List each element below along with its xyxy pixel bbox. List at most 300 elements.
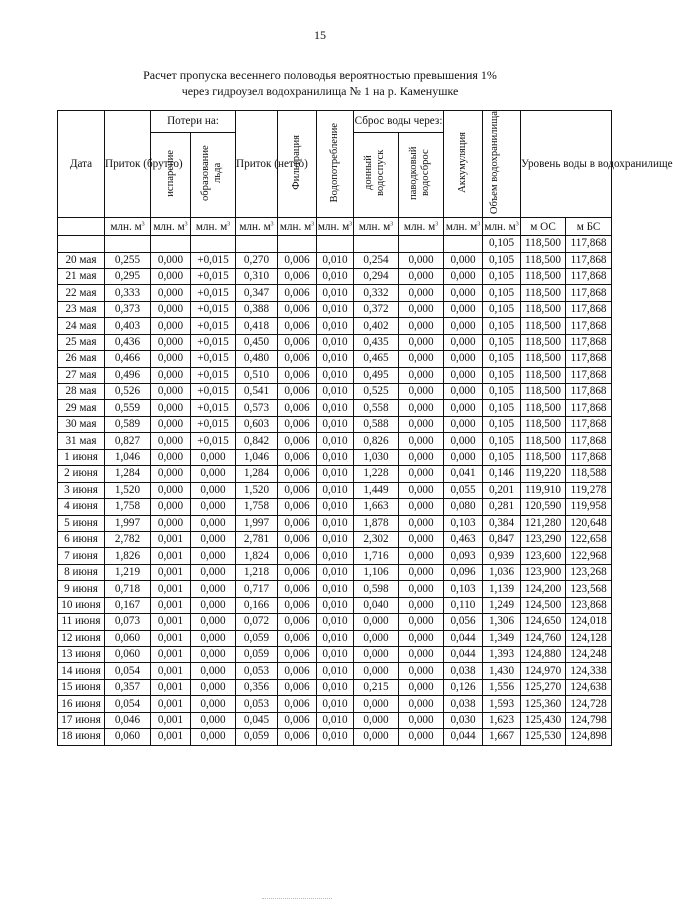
table-cell: 0,046 [105, 712, 151, 728]
unit-cell: млн. $м^3$ [354, 218, 399, 236]
table-cell: 0,105 [483, 416, 521, 432]
table-row [58, 581, 612, 597]
table-cell: 0,000 [191, 449, 236, 465]
table-cell: +0,015 [191, 400, 236, 416]
table-cell: 0,105 [483, 252, 521, 268]
table-cell: +0,015 [191, 285, 236, 301]
table-cell: 0,000 [191, 564, 236, 580]
table-cell: 0,053 [236, 696, 278, 712]
table-cell [105, 236, 151, 252]
table-cell: 0,000 [354, 696, 399, 712]
table-cell: 0,000 [191, 647, 236, 663]
table-cell: 0,038 [444, 696, 483, 712]
table-cell: 0,105 [483, 236, 521, 252]
table-cell: 0,006 [278, 466, 317, 482]
table-cell: 0,105 [483, 301, 521, 317]
table-cell: 0,000 [444, 318, 483, 334]
table-cell: 0,000 [444, 416, 483, 432]
table-cell: 0,000 [354, 630, 399, 646]
table-cell: 1,663 [354, 499, 399, 515]
table-cell: 0,000 [151, 433, 191, 449]
table-cell: 0,000 [191, 663, 236, 679]
table-cell: 0,388 [236, 301, 278, 317]
header-discharge: Сброс воды через: [354, 111, 444, 133]
table-cell: 0,000 [399, 351, 444, 367]
table-cell: 0,000 [151, 252, 191, 268]
header-accumulation [444, 111, 483, 218]
table-row [58, 433, 612, 449]
date-cell: 4 июня [58, 499, 105, 515]
table-cell: +0,015 [191, 252, 236, 268]
header-inflow-gross: Приток (брутто) [105, 111, 151, 218]
initial-row [58, 236, 612, 252]
table-cell: 118,500 [521, 449, 566, 465]
header-evaporation [151, 132, 191, 217]
table-cell: 0,842 [236, 433, 278, 449]
table-row [58, 630, 612, 646]
table-cell: 0,466 [105, 351, 151, 367]
table-cell: 0,001 [151, 663, 191, 679]
header-reservoir-volume-label: Объем водохранилища [488, 111, 500, 215]
table-row [58, 466, 612, 482]
table-cell: 0,044 [444, 647, 483, 663]
table-cell: 0,000 [191, 712, 236, 728]
date-cell: 8 июня [58, 564, 105, 580]
table-cell: 117,868 [566, 334, 612, 350]
table-cell: 0,010 [317, 285, 354, 301]
table-cell: 124,880 [521, 647, 566, 663]
table-cell: 1,997 [236, 515, 278, 531]
date-cell: 15 июня [58, 679, 105, 695]
table-cell: 0,105 [483, 334, 521, 350]
table-cell: 0,010 [317, 729, 354, 745]
table-cell: 0,001 [151, 630, 191, 646]
table-cell: 0,126 [444, 679, 483, 695]
table-cell: 0,000 [191, 581, 236, 597]
table-cell: 0,000 [444, 351, 483, 367]
table-cell: 0,006 [278, 531, 317, 547]
table-cell: 0,000 [191, 614, 236, 630]
table-cell: 0,000 [151, 301, 191, 317]
table-cell: 0,059 [236, 647, 278, 663]
unit-cell: млн. $м^3$ [444, 218, 483, 236]
table-cell: 0,010 [317, 515, 354, 531]
date-cell: 28 мая [58, 384, 105, 400]
page-number: 15 [314, 28, 326, 42]
unit-cell: млн. $м^3$ [151, 218, 191, 236]
table-cell: 0,000 [399, 252, 444, 268]
unit-cell: млн. $м^3$ [105, 218, 151, 236]
table-cell: 118,500 [521, 236, 566, 252]
table-cell: 0,010 [317, 597, 354, 613]
table-cell: 118,500 [521, 301, 566, 317]
table-cell: 117,868 [566, 318, 612, 334]
table-cell [151, 236, 191, 252]
table-cell: 0,001 [151, 614, 191, 630]
table-cell: 0,000 [399, 367, 444, 383]
table-cell: 0,357 [105, 679, 151, 695]
table-cell: 0,045 [236, 712, 278, 728]
table-cell: 0,295 [105, 268, 151, 284]
table-cell: 0,010 [317, 531, 354, 547]
header-water-use-label: Водопотребление [329, 122, 341, 203]
table-cell: 125,270 [521, 679, 566, 695]
table-row [58, 614, 612, 630]
table-cell: 123,568 [566, 581, 612, 597]
table-cell: 0,000 [191, 531, 236, 547]
date-cell: 11 июня [58, 614, 105, 630]
header-water-use [317, 111, 354, 218]
unit-cell: млн. $м^3$ [191, 218, 236, 236]
table-cell: 0,010 [317, 334, 354, 350]
table-cell: 0,000 [354, 729, 399, 745]
table-cell: 0,000 [191, 696, 236, 712]
table-cell: 0,006 [278, 318, 317, 334]
table-row [58, 499, 612, 515]
table-cell: 124,500 [521, 597, 566, 613]
table-cell: 117,868 [566, 252, 612, 268]
table-row [58, 318, 612, 334]
table-cell: 0,559 [105, 400, 151, 416]
table-cell: 0,000 [399, 466, 444, 482]
table-cell: 123,268 [566, 564, 612, 580]
table-cell: 0,060 [105, 647, 151, 663]
table-cell: 0,010 [317, 416, 354, 432]
table-cell: +0,015 [191, 367, 236, 383]
table-cell: 1,758 [236, 499, 278, 515]
unit-cell: м ОС [521, 218, 566, 236]
table-cell: 0,000 [444, 433, 483, 449]
table-cell: 0,000 [191, 499, 236, 515]
table-cell: 0,006 [278, 548, 317, 564]
date-cell: 31 мая [58, 433, 105, 449]
table-cell: 0,105 [483, 449, 521, 465]
table-cell: 0,054 [105, 696, 151, 712]
table-cell: 0,010 [317, 482, 354, 498]
table-cell: 1,036 [483, 564, 521, 580]
header-ice-formation [191, 132, 236, 217]
table-cell: 0,000 [399, 614, 444, 630]
table-cell: 124,338 [566, 663, 612, 679]
table-cell: 0,010 [317, 647, 354, 663]
table-cell: 0,006 [278, 301, 317, 317]
table-cell: 118,500 [521, 351, 566, 367]
table-cell: 0,000 [399, 384, 444, 400]
table-cell: 124,018 [566, 614, 612, 630]
date-cell: 27 мая [58, 367, 105, 383]
table-cell: 0,055 [444, 482, 483, 498]
date-cell: 10 июня [58, 597, 105, 613]
date-cell: 12 июня [58, 630, 105, 646]
table-cell: 0,000 [399, 647, 444, 663]
table-cell: 0,010 [317, 433, 354, 449]
table-cell: 0,000 [151, 268, 191, 284]
table-cell: 117,868 [566, 416, 612, 432]
table-cell: 118,500 [521, 334, 566, 350]
table-cell: 123,900 [521, 564, 566, 580]
header-bottom-outlet-label: донный водоспуск [363, 150, 387, 197]
table-cell: 0,000 [444, 334, 483, 350]
date-cell: 16 июня [58, 696, 105, 712]
table-cell: 0,000 [354, 712, 399, 728]
table-cell: 0,496 [105, 367, 151, 383]
table-cell: 0,166 [236, 597, 278, 613]
table-row [58, 647, 612, 663]
table-cell: 0,006 [278, 252, 317, 268]
table-cell: 0,589 [105, 416, 151, 432]
table-cell: 0,103 [444, 581, 483, 597]
table-cell: +0,015 [191, 433, 236, 449]
title-line-2: через гидроузел водохранилища № 1 на р. Каменушке [181, 84, 459, 98]
table-cell: 1,758 [105, 499, 151, 515]
table-cell: 0,372 [354, 301, 399, 317]
table-cell: 0,450 [236, 334, 278, 350]
table-cell: 0,010 [317, 696, 354, 712]
table-cell: 0,939 [483, 548, 521, 564]
table-cell: 117,868 [566, 268, 612, 284]
table-cell: 124,898 [566, 729, 612, 745]
table-cell: 0,010 [317, 301, 354, 317]
table-cell: 0,000 [151, 515, 191, 531]
table-cell: 0,000 [151, 285, 191, 301]
date-cell: 14 июня [58, 663, 105, 679]
table-cell: 0,006 [278, 712, 317, 728]
table-cell: 0,000 [444, 384, 483, 400]
units-row [58, 218, 612, 236]
header-ice-formation-label: образование льда [200, 145, 223, 202]
table-cell: 0,000 [151, 499, 191, 515]
table-cell: 0,010 [317, 663, 354, 679]
date-cell: 30 мая [58, 416, 105, 432]
table-cell: 123,290 [521, 531, 566, 547]
table-row [58, 285, 612, 301]
header-water-level: Уровень воды в водохранилище [521, 111, 612, 218]
date-cell: 25 мая [58, 334, 105, 350]
table-cell: 1,393 [483, 647, 521, 663]
table-cell: 0,000 [399, 334, 444, 350]
table-cell: 0,000 [399, 433, 444, 449]
table-cell: 119,958 [566, 499, 612, 515]
table-cell: 0,001 [151, 564, 191, 580]
table-cell: 0,000 [444, 400, 483, 416]
table-cell: 0,332 [354, 285, 399, 301]
table-cell: +0,015 [191, 301, 236, 317]
header-accumulation-label: Аккумуляция [457, 132, 469, 193]
header-reservoir-volume [483, 111, 521, 218]
table-cell: 118,500 [521, 252, 566, 268]
table-cell: 0,347 [236, 285, 278, 301]
table-cell: 0,000 [399, 696, 444, 712]
date-cell: 5 июня [58, 515, 105, 531]
table-cell: 118,500 [521, 367, 566, 383]
table-cell: 0,000 [444, 301, 483, 317]
table-cell: 0,006 [278, 416, 317, 432]
table-cell: 0,000 [151, 466, 191, 482]
table-cell: 123,868 [566, 597, 612, 613]
table-row [58, 367, 612, 383]
table-cell: 124,760 [521, 630, 566, 646]
table-cell: 0,010 [317, 614, 354, 630]
table-cell: 0,000 [354, 663, 399, 679]
table-cell: 0,526 [105, 384, 151, 400]
table-cell: 0,826 [354, 433, 399, 449]
table-cell: 1,556 [483, 679, 521, 695]
table-cell: 0,573 [236, 400, 278, 416]
table-cell: 0,006 [278, 515, 317, 531]
table-cell: 0,000 [444, 252, 483, 268]
table-cell: 0,110 [444, 597, 483, 613]
table-cell: 0,001 [151, 548, 191, 564]
header-date: Дата [58, 111, 105, 218]
table-cell: 2,782 [105, 531, 151, 547]
title-line-1: Расчет пропуска весеннего половодья вероятностью превышения 1% [143, 68, 497, 82]
table-cell: 0,010 [317, 679, 354, 695]
table-cell: 120,648 [566, 515, 612, 531]
table-cell: 0,510 [236, 367, 278, 383]
table-cell: 0,006 [278, 614, 317, 630]
table-cell: 0,000 [399, 564, 444, 580]
table-cell: 0,073 [105, 614, 151, 630]
flood-calculation-table [57, 110, 673, 746]
unit-cell: млн. $м^3$ [236, 218, 278, 236]
table-cell: 117,868 [566, 384, 612, 400]
table-cell: 0,000 [191, 630, 236, 646]
table-cell: 1,520 [105, 482, 151, 498]
table-cell: 0,010 [317, 384, 354, 400]
date-cell: 21 мая [58, 268, 105, 284]
table-cell: 0,373 [105, 301, 151, 317]
table-cell: 119,910 [521, 482, 566, 498]
date-cell: 9 июня [58, 581, 105, 597]
table-cell: 0,603 [236, 416, 278, 432]
table-cell: +0,015 [191, 334, 236, 350]
table-cell: 0,006 [278, 499, 317, 515]
document-title [0, 67, 640, 99]
table-cell: 0,010 [317, 268, 354, 284]
table-cell: 1,997 [105, 515, 151, 531]
table-cell: 0,000 [399, 268, 444, 284]
table-cell: 0,006 [278, 400, 317, 416]
table-cell: 122,968 [566, 548, 612, 564]
table-cell: 0,281 [483, 499, 521, 515]
table-cell: 0,000 [444, 367, 483, 383]
table-cell: 0,103 [444, 515, 483, 531]
table-cell: 0,000 [399, 548, 444, 564]
table-cell: 0,294 [354, 268, 399, 284]
date-cell: 6 июня [58, 531, 105, 547]
table-cell: 0,418 [236, 318, 278, 334]
table-cell: 117,868 [566, 351, 612, 367]
table-cell: 117,868 [566, 400, 612, 416]
table-cell: 1,826 [105, 548, 151, 564]
table-cell: 0,000 [151, 482, 191, 498]
table-cell: 0,000 [399, 318, 444, 334]
header-inflow-net: Приток (нетто) [236, 111, 278, 218]
date-cell: 26 мая [58, 351, 105, 367]
table-cell: 0,270 [236, 252, 278, 268]
unit-cell: млн. $м^3$ [399, 218, 444, 236]
table-cell: 118,500 [521, 268, 566, 284]
table-cell: 0,080 [444, 499, 483, 515]
table-cell: 0,044 [444, 630, 483, 646]
table-cell: 0,060 [105, 630, 151, 646]
table-cell: 0,105 [483, 351, 521, 367]
date-cell: 1 июня [58, 449, 105, 465]
table-cell: 0,001 [151, 696, 191, 712]
date-cell: 29 мая [58, 400, 105, 416]
table-cell: 117,868 [566, 449, 612, 465]
table-cell: 0,010 [317, 367, 354, 383]
header-losses: Потери на: [151, 111, 236, 133]
table-row [58, 597, 612, 613]
header-bottom-outlet [354, 132, 399, 217]
table-cell: 125,430 [521, 712, 566, 728]
table-cell: 0,000 [399, 285, 444, 301]
table-cell: 0,006 [278, 663, 317, 679]
table-cell: 0,001 [151, 729, 191, 745]
table-row [58, 712, 612, 728]
table-cell: 0,000 [354, 647, 399, 663]
table-cell: 0,040 [354, 597, 399, 613]
table-cell: 0,001 [151, 647, 191, 663]
table-cell: 0,000 [151, 334, 191, 350]
table-cell: 1,284 [105, 466, 151, 482]
table-cell: 0,000 [399, 416, 444, 432]
table-cell: 0,006 [278, 433, 317, 449]
table-cell: 0,000 [399, 449, 444, 465]
table-cell: 0,403 [105, 318, 151, 334]
table-cell: 0,059 [236, 630, 278, 646]
table-cell: 0,000 [399, 679, 444, 695]
table-cell: 0,006 [278, 581, 317, 597]
table-cell: 0,000 [151, 351, 191, 367]
table-cell [399, 236, 444, 252]
table-cell: 0,167 [105, 597, 151, 613]
table-cell: 0,000 [399, 581, 444, 597]
table-cell: 0,041 [444, 466, 483, 482]
table-cell: 0,000 [151, 318, 191, 334]
table-cell: 0,000 [151, 449, 191, 465]
table-cell: 0,000 [151, 367, 191, 383]
table-cell: 0,006 [278, 696, 317, 712]
header-flood-spillway [399, 132, 444, 217]
table-cell: 0,717 [236, 581, 278, 597]
table-cell: 0,010 [317, 548, 354, 564]
table-row [58, 400, 612, 416]
table-row [58, 252, 612, 268]
table-cell: 118,500 [521, 400, 566, 416]
table-cell: 0,010 [317, 564, 354, 580]
table-cell: 124,638 [566, 679, 612, 695]
table-cell: 0,072 [236, 614, 278, 630]
table-cell: 118,500 [521, 384, 566, 400]
unit-cell: м БС [566, 218, 612, 236]
header-evaporation-label: испарение [164, 149, 176, 197]
table-cell: 0,000 [399, 531, 444, 547]
table-cell: 0,000 [399, 301, 444, 317]
table-cell: 0,255 [105, 252, 151, 268]
table-row [58, 696, 612, 712]
table-cell: 0,558 [354, 400, 399, 416]
table-cell: 0,006 [278, 268, 317, 284]
table-cell: 117,868 [566, 433, 612, 449]
table-row [58, 729, 612, 745]
table-cell [191, 236, 236, 252]
table-cell: 1,623 [483, 712, 521, 728]
table-row [58, 515, 612, 531]
header-flood-spillway-label: паводковый водосброс [408, 146, 432, 201]
table-cell: 0,000 [399, 515, 444, 531]
